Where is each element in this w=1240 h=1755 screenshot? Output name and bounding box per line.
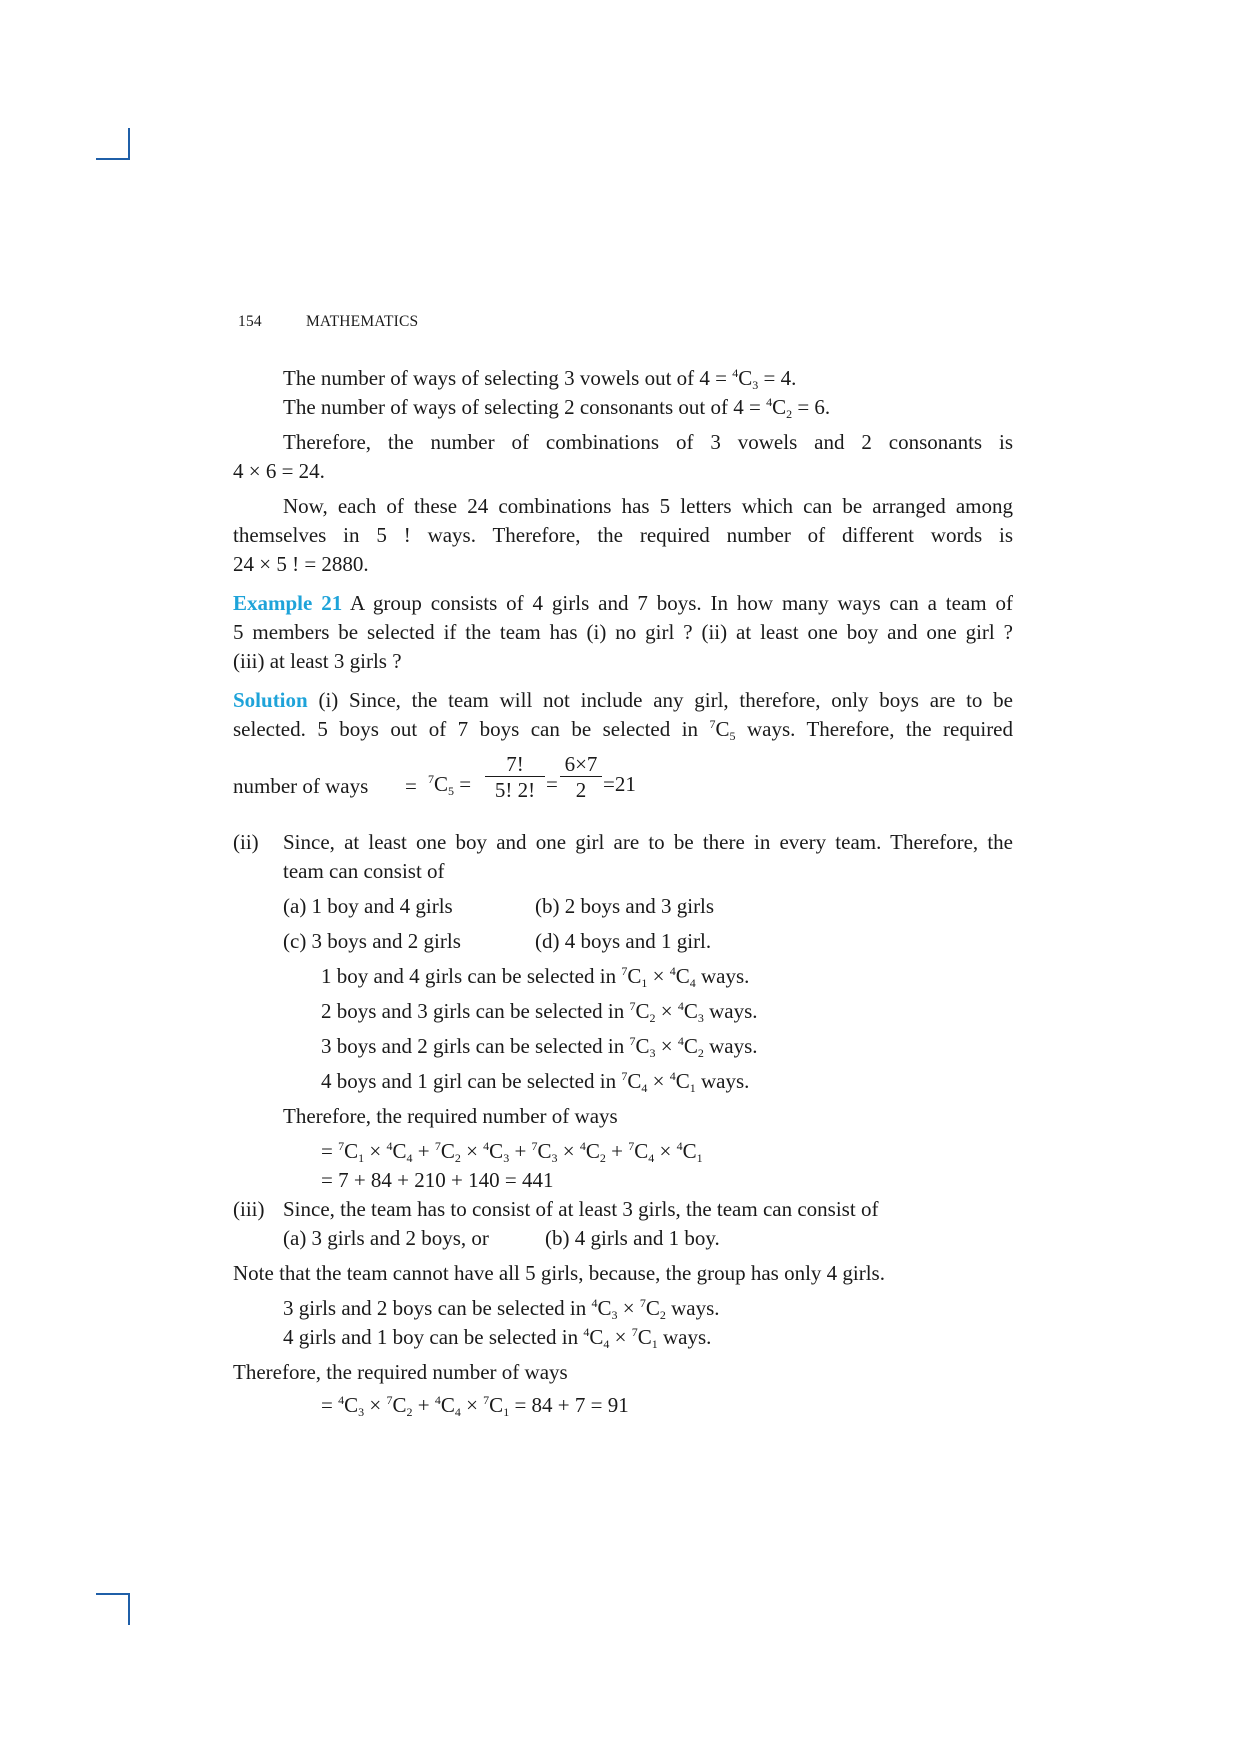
number-of-ways-equation: number of ways = $^7C_5$ = 7! 5! 2! = 6×7 2 =21 xyxy=(233,752,636,802)
sum-expression: = $^7C_1 \times ^4C_4 + ^7C_2 \times ^4C_3 + ^7C_3 \times ^4C_2 + ^7C_4 \times ^4C_1$ xyxy=(321,1139,703,1165)
example-label: Example 21 xyxy=(233,591,343,615)
running-header xyxy=(238,313,418,331)
vowels-line: The number of ways of selecting 3 vowels out of $4 = ^4C_3 = 4$. xyxy=(283,366,797,392)
selection-line-1: 1 boy and 4 girls can be selected in $^7C_1 \times ^4C_4$ ways. xyxy=(321,964,750,990)
crop-mark-top-left-vertical xyxy=(128,128,130,160)
part-iii-line-1: (iii) Since, the team has to consist of at least 3 girls, the team can consist of xyxy=(233,1197,879,1221)
arrangement-line-1: Now, each of these 24 combinations has 5 letters which can be arranged among xyxy=(283,494,1013,518)
arrangement-result: 24 × 5 ! = 2880. xyxy=(233,552,369,576)
selection-line-6: 4 girls and 1 boy can be selected in $^4C_4 \times ^7C_1$ ways. xyxy=(283,1325,712,1351)
options-row-2: (c) 3 boys and 2 girls (d) 4 boys and 1 girl. xyxy=(283,929,712,953)
note-line: Note that the team cannot have all 5 girls, because, the group has only 4 girls. xyxy=(233,1261,885,1285)
example-21-line-2: 5 members be selected if the team has (i) no girl ? (ii) at least one boy and one girl ? xyxy=(233,620,1013,644)
sum-result: = 7 + 84 + 210 + 140 = 441 xyxy=(321,1168,554,1192)
example-21-line-1: Example 21 A group consists of 4 girls and 7 boys. In how many ways can a team of xyxy=(233,591,1013,615)
final-expression: = $^4C_3 \times ^7C_2 + ^4C_4 \times ^7C_1 = 84 + 7 = 91$ xyxy=(321,1393,629,1419)
crop-mark-bottom-left-vertical xyxy=(128,1593,130,1625)
crop-mark-top-left-horizontal xyxy=(96,158,130,160)
therefore-ways-line: Therefore, the required number of ways xyxy=(283,1104,618,1128)
crop-mark-bottom-left-horizontal xyxy=(96,1593,130,1595)
example-21-line-3: (iii) at least 3 girls ? xyxy=(233,649,402,673)
part-ii-line-2: team can consist of xyxy=(283,859,445,883)
selection-line-3: 3 boys and 2 girls can be selected in $^7C_3 \times ^4C_2$ ways. xyxy=(321,1034,758,1060)
solution-label: Solution xyxy=(233,688,308,712)
fraction-factorial: 7! 5! 2! xyxy=(485,752,545,803)
solution-line-2: selected. 5 boys out of 7 boys can be selected in $^7C_5$ ways. Therefore, the required xyxy=(233,717,1014,743)
selection-line-2: 2 boys and 3 girls can be selected in $^7C_2 \times ^4C_3$ ways. xyxy=(321,999,758,1025)
fraction-simplified: 6×7 2 xyxy=(560,752,602,803)
options-row-1: (a) 1 boy and 4 girls (b) 2 boys and 3 girls xyxy=(283,894,715,918)
page-body xyxy=(233,364,1013,1420)
selection-line-4: 4 boys and 1 girl can be selected in $^7C_4 \times ^4C_1$ ways. xyxy=(321,1069,750,1095)
combinations-line: Therefore, the number of combinations of 3 vowels and 2 consonants is xyxy=(283,430,1013,454)
part-iii-options: (a) 3 girls and 2 boys, or (b) 4 girls and 1 boy. xyxy=(283,1226,720,1250)
part-ii-line-1: (ii) Since, at least one boy and one girl are to be there in every team. Therefore, the xyxy=(233,830,1013,854)
solution-line-1: Solution (i) Since, the team will not include any girl, therefore, only boys are to be xyxy=(233,688,1013,712)
running-title: MATHEMATICS xyxy=(305,313,419,330)
page-number: 154 xyxy=(238,313,262,330)
consonants-line: The number of ways of selecting 2 consonants out of $4 = ^4C_2 = 6$. xyxy=(283,395,831,421)
combinations-result: 4 × 6 = 24. xyxy=(233,459,325,483)
selection-line-5: 3 girls and 2 boys can be selected in $^4C_3 \times ^7C_2$ ways. xyxy=(283,1296,720,1322)
therefore-ways-line-2: Therefore, the required number of ways xyxy=(233,1360,568,1384)
arrangement-line-2: themselves in 5 ! ways. Therefore, the required number of different words is xyxy=(233,523,1013,547)
